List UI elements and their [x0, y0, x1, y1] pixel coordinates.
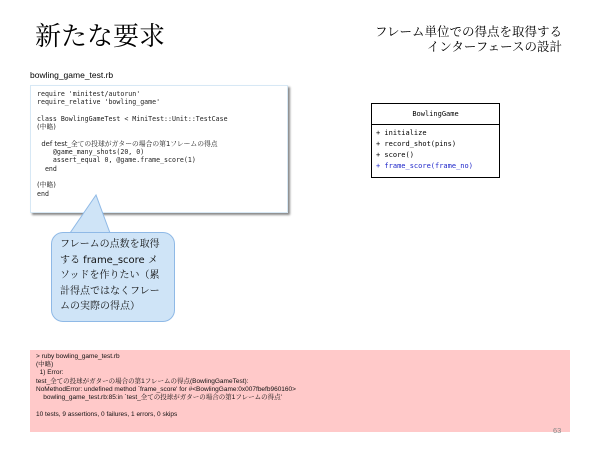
code-line: (中略)	[37, 123, 56, 132]
callout-line: ムの実際の得点）	[60, 301, 140, 312]
code-line	[37, 131, 281, 139]
code-block	[30, 85, 288, 213]
uml-method: + initialize	[376, 129, 427, 137]
uml-method: + record_shot(pins)	[376, 140, 457, 148]
terminal-line: NoMethodError: undefined method `frame_score' for #<BowlingGame:0x007fbefb960160>	[36, 385, 296, 393]
slide-subtitle	[375, 24, 562, 54]
terminal-line: 10 tests, 9 assertions, 0 failures, 1 errors, 0 skips	[36, 410, 178, 418]
callout-line: ソッドを作りたい（累	[60, 270, 160, 281]
terminal-line: test_全ての投球がガターの場合の第1フレームの得点(BowlingGameTest):	[36, 377, 249, 385]
uml-class-name: BowlingGame	[372, 104, 499, 125]
uml-method: + score()	[376, 151, 414, 159]
code-line: assert_equal 0, @game.frame_score(1)	[37, 156, 196, 165]
uml-class-diagram	[371, 103, 500, 178]
callout-line: 計得点ではなくフレー	[60, 285, 160, 297]
terminal-line: (中略)	[36, 361, 54, 369]
page-number: 63	[553, 426, 562, 435]
terminal-line	[36, 402, 564, 411]
code-line: @game_many_shots(20, 0)	[37, 148, 145, 157]
code-line: (中略)	[37, 181, 56, 190]
subtitle-line: インターフェースの設計	[426, 39, 562, 54]
code-line	[37, 107, 281, 115]
terminal-line: 1) Error:	[36, 369, 64, 377]
code-line: class BowlingGameTest < MiniTest::Unit::TestCase	[37, 114, 228, 123]
callout-line: フレームの点数を取得	[60, 239, 160, 250]
speech-callout	[51, 232, 175, 322]
terminal-line: > ruby bowling_game_test.rb	[36, 353, 120, 360]
terminal-line: bowling_game_test.rb:85:in `test_全ての投球がガターの場合の第1フレームの得点'	[36, 393, 282, 401]
uml-method-new: + frame_score(frame_no)	[376, 162, 473, 170]
callout-line: する frame_score メ	[60, 254, 158, 266]
terminal-output	[30, 350, 570, 432]
subtitle-line: フレーム単位での得点を取得する	[374, 24, 562, 39]
code-filename: bowling_game_test.rb	[30, 70, 114, 80]
uml-method-list	[372, 125, 499, 175]
code-line	[37, 173, 281, 181]
code-line: end	[37, 189, 49, 198]
code-line: require_relative 'bowling_game'	[37, 98, 161, 107]
code-line: def test_全ての投球がガターの場合の第1フレームの得点	[37, 139, 218, 148]
slide-title: 新たな要求	[35, 22, 166, 52]
code-line: end	[37, 164, 57, 173]
code-line: require 'minitest/autorun'	[37, 90, 141, 98]
